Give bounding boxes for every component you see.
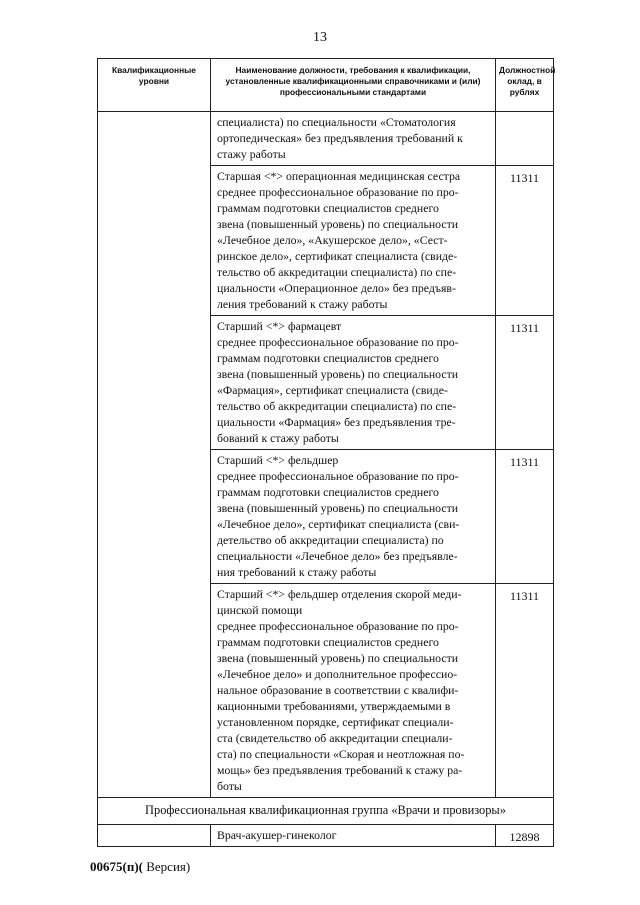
salary-value: 12898 [496,825,554,847]
document-version-label: Версия) [142,859,191,874]
position-description [211,166,496,316]
description-line: циальности «Операционное дело» без предъяв- [217,281,456,295]
description-line: Врач-акушер-гинеколог [217,828,337,842]
description-line: граммам подготовки специалистов среднего [217,201,439,215]
description-line: тельство об аккредитации специалиста) по спе- [217,399,457,413]
table-row [98,112,554,166]
description-line: среднее профессиональное образование по про- [217,185,459,199]
position-description [211,825,496,847]
description-line: специальности «Лечебное дело» без предъявле- [217,549,458,563]
description-line: граммам подготовки специалистов среднего [217,485,439,499]
description-line: ления требований к стажу работы [217,297,388,311]
description-line: Старший <*> фельдшер отделения скорой меди- [217,587,462,601]
position-description [211,584,496,798]
description-line: ста (свидетельство об аккредитации специали- [217,731,453,745]
document-code [90,859,190,875]
position-description [211,112,496,166]
description-line: Старший <*> фармацевт [217,319,342,333]
page-number: 13 [313,30,327,45]
header-salary: Должностной оклад, в рублях [496,59,554,112]
description-line: ния требований к стажу работы [217,565,377,579]
description-line: Старшая <*> операционная медицинская сестра [217,169,461,183]
table-row [98,825,554,847]
salary-value: 11311 [496,450,554,584]
description-line: «Фармация», сертификат специалиста (свиде- [217,383,448,397]
description-line: звена (повышенный уровень) по специальности [217,501,459,515]
description-line: специалиста) по специальности «Стоматология [217,115,456,129]
description-line: звена (повышенный уровень) по специальности [217,367,459,381]
description-line: циальности «Фармация» без предъявления тре- [217,415,456,429]
header-position-requirements: Наименование должности, требования к квалификации, установленные квалификационными справочниками и (или) профессиональными стандартами [211,59,496,112]
description-line: ортопедическая» без предъявления требований к [217,131,463,145]
description-line: граммам подготовки специалистов среднего [217,351,439,365]
group-title: Профессиональная квалификационная группа «Врачи и провизоры» [98,798,554,825]
description-line: граммам подготовки специалистов среднего [217,635,439,649]
salary-value: 11311 [496,584,554,798]
description-line: звена (повышенный уровень) по специальности [217,651,459,665]
description-line: нальное образование в соответствии с квалифи- [217,683,459,697]
table-header-row [98,59,554,112]
qualification-table [97,58,554,847]
description-line: бований к стажу работы [217,431,339,445]
description-line: кационными требованиями, утверждаемыми в [217,699,451,713]
description-line: цинской помощи [217,603,303,617]
salary-value: 11311 [496,316,554,450]
description-line: «Лечебное дело», «Акушерское дело», «Сест- [217,233,448,247]
description-line: ринское дело», сертификат специалиста (свиде- [217,249,458,263]
header-qualification-levels: Квалификационные уровни [98,59,211,112]
description-line: Старший <*> фельдшер [217,453,339,467]
description-line: среднее профессиональное образование по про- [217,335,459,349]
description-line: ста) по специальности «Скорая и неотложная по- [217,747,465,761]
description-line: звена (повышенный уровень) по специальности [217,217,459,231]
salary-value [496,112,554,166]
salary-value: 11311 [496,166,554,316]
qualification-level-cell [98,112,211,798]
description-line: тельство об аккредитации специалиста) по спе- [217,265,457,279]
group-title-row [98,798,554,825]
description-line: «Лечебное дело», сертификат специалиста (сви- [217,517,460,531]
description-line: боты [217,779,242,793]
description-line: установленном порядке, сертификат специали- [217,715,454,729]
position-description [211,316,496,450]
description-line: среднее профессиональное образование по про- [217,469,459,483]
description-line: «Лечебное дело» и дополнительное профессио- [217,667,458,681]
position-description [211,450,496,584]
description-line: детельство об аккредитации специалиста) по [217,533,444,547]
description-line: стажу работы [217,147,286,161]
qualification-level-cell [98,825,211,847]
document-code-number: 00675(п)( [90,859,143,874]
description-line: среднее профессиональное образование по про- [217,619,459,633]
description-line: мощь» без предъявления требований к стажу ра- [217,763,463,777]
